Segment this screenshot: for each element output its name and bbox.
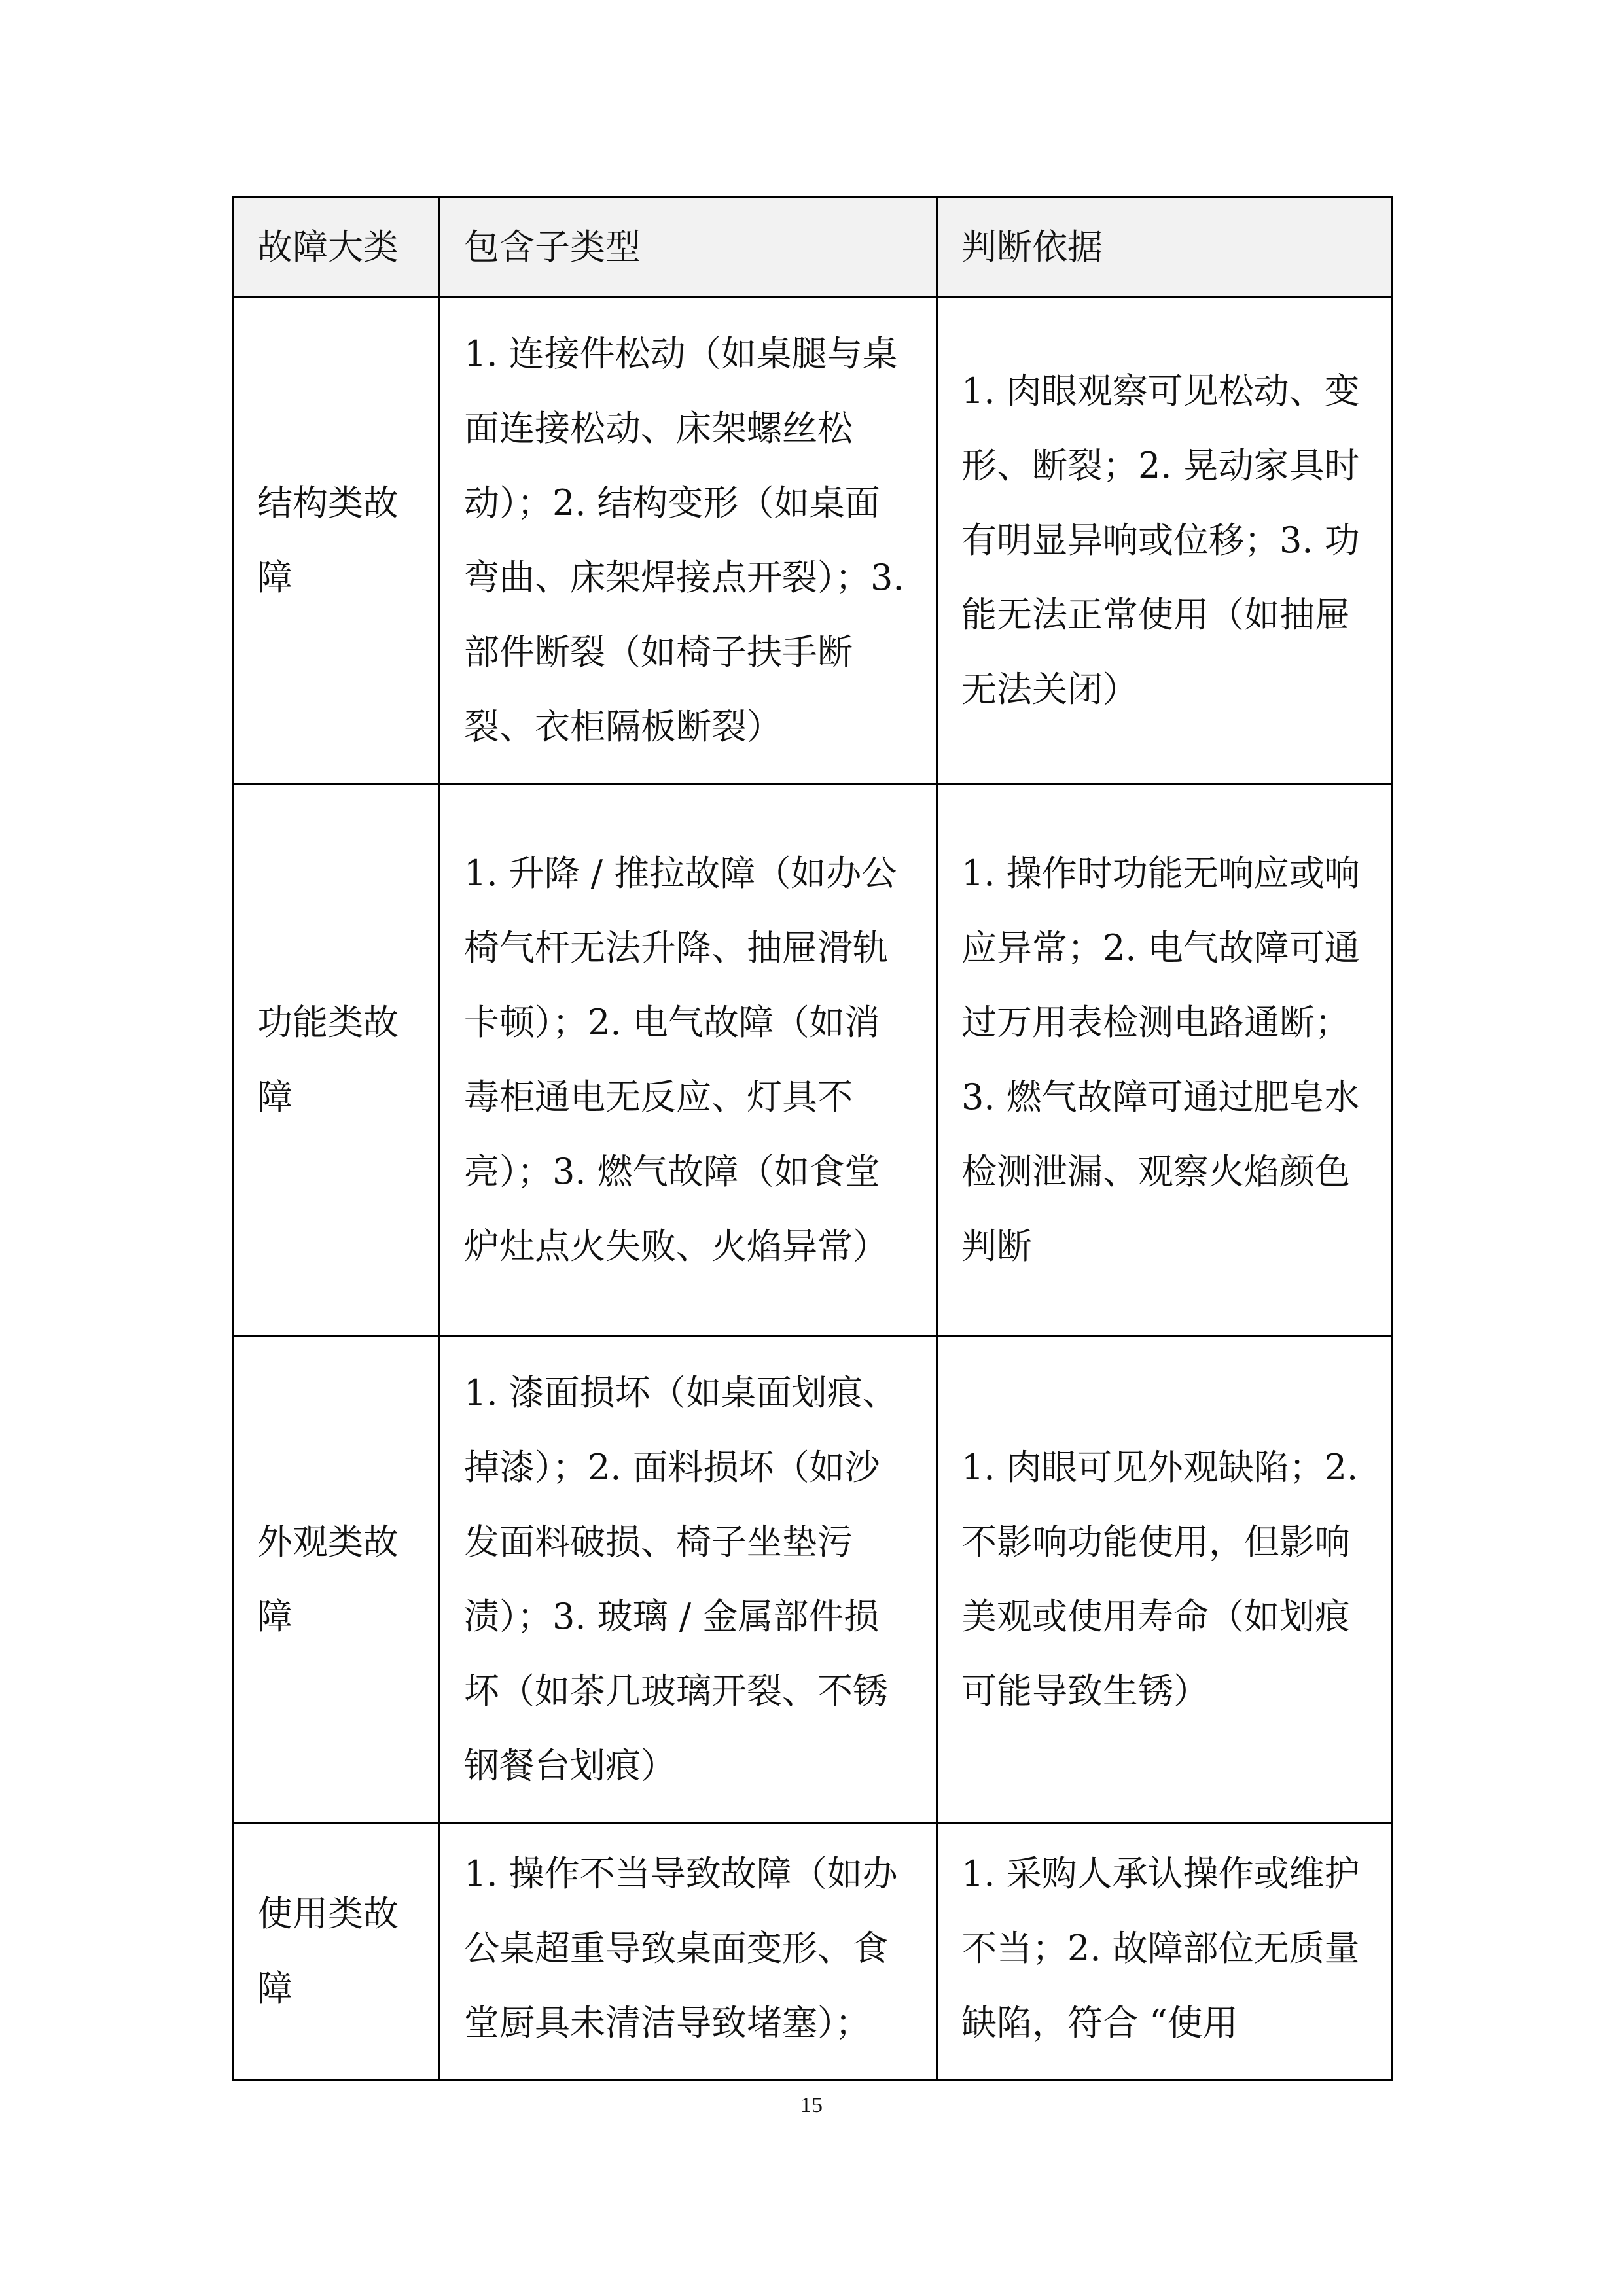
- table-row: [233, 298, 1393, 784]
- cell-category: 使用类故障: [233, 1823, 440, 2080]
- cell-subtypes: 1. 连接件松动（如桌腿与桌面连接松动、床架螺丝松动）；2. 结构变形（如桌面弯曲、床架焊接点开裂）；3. 部件断裂（如椅子扶手断裂、衣柜隔板断裂）: [440, 298, 937, 784]
- cell-basis: 1. 采购人承认操作或维护不当；2. 故障部位无质量缺陷，符合 “使用: [937, 1823, 1393, 2080]
- fault-classification-table: [232, 196, 1393, 2081]
- cell-subtypes: 1. 漆面损坏（如桌面划痕、掉漆）；2. 面料损坏（如沙发面料破损、椅子坐垫污渍）；3. 玻璃 / 金属部件损坏（如茶几玻璃开裂、不锈钢餐台划痕）: [440, 1337, 937, 1823]
- cell-subtypes: 1. 操作不当导致故障（如办公桌超重导致桌面变形、食堂厨具未清洁导致堵塞）；: [440, 1823, 937, 2080]
- cell-basis: 1. 肉眼可见外观缺陷；2. 不影响功能使用，但影响美观或使用寿命（如划痕可能导致生锈）: [937, 1337, 1393, 1823]
- cell-subtypes: 1. 升降 / 推拉故障（如办公椅气杆无法升降、抽屉滑轨卡顿）；2. 电气故障（如消毒柜通电无反应、灯具不亮）；3. 燃气故障（如食堂炉灶点火失败、火焰异常）: [440, 784, 937, 1337]
- cell-category: 功能类故障: [233, 784, 440, 1337]
- table-header-row: [233, 198, 1393, 298]
- table-row: [233, 1337, 1393, 1823]
- cell-basis: 1. 肉眼观察可见松动、变形、断裂；2. 晃动家具时有明显异响或位移；3. 功能无法正常使用（如抽屉无法关闭）: [937, 298, 1393, 784]
- page-number: 15: [800, 2093, 823, 2117]
- table-row: [233, 784, 1393, 1337]
- header-subtypes: 包含子类型: [440, 198, 937, 298]
- table-row: [233, 1823, 1393, 2080]
- cell-basis: 1. 操作时功能无响应或响应异常；2. 电气故障可通过万用表检测电路通断；3. 燃气故障可通过肥皂水检测泄漏、观察火焰颜色判断: [937, 784, 1393, 1337]
- cell-category: 结构类故障: [233, 298, 440, 784]
- header-fault-category: 故障大类: [233, 198, 440, 298]
- cell-category: 外观类故障: [233, 1337, 440, 1823]
- header-judgment-basis: 判断依据: [937, 198, 1393, 298]
